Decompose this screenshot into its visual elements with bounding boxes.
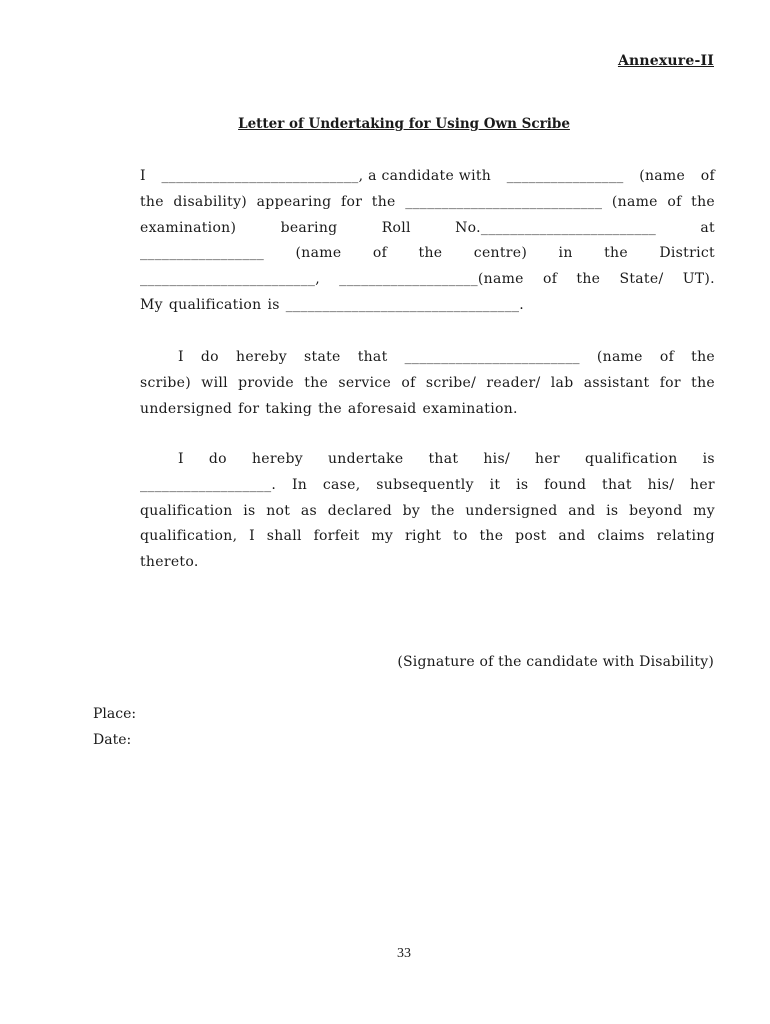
word: thereto.	[140, 554, 199, 571]
word: do	[200, 349, 219, 365]
word: the	[604, 245, 628, 262]
word: _________________	[140, 245, 265, 262]
word: lab	[550, 374, 574, 391]
word: I	[140, 451, 184, 467]
word: shall	[266, 528, 302, 545]
word: do	[208, 451, 227, 467]
word: to	[453, 528, 468, 545]
word: right	[404, 528, 442, 545]
word: (name	[295, 245, 342, 262]
word: the	[371, 193, 396, 210]
word: state	[304, 349, 341, 365]
word: and	[558, 528, 586, 545]
word: undertake	[327, 451, 404, 467]
word: ________________________________.	[285, 296, 525, 313]
word: Roll	[381, 219, 411, 236]
word: ________________________,	[140, 271, 320, 288]
word: I	[140, 168, 146, 184]
paragraph-line	[140, 499, 715, 525]
word: his/	[647, 476, 675, 493]
word: that	[428, 451, 459, 467]
paragraph-line	[140, 190, 715, 216]
word: ________________________	[404, 349, 580, 365]
word: the	[418, 245, 443, 262]
word: bearing	[280, 219, 338, 236]
word: of	[401, 374, 416, 391]
place-label: Place:	[93, 706, 137, 722]
word: the	[318, 400, 342, 417]
word: of	[667, 193, 682, 210]
page-number: 33	[397, 946, 411, 961]
word: ___________________________, a candidate with	[161, 168, 492, 184]
word: qualification,	[140, 528, 238, 545]
word: will	[201, 374, 228, 391]
word: I	[249, 528, 255, 545]
word: I	[140, 349, 184, 365]
word: hereby	[236, 349, 287, 365]
word: the	[691, 374, 715, 391]
paragraph-line	[140, 164, 715, 190]
word: assistant	[583, 374, 650, 391]
word: forfeit	[313, 528, 360, 545]
paragraph-line	[140, 371, 715, 397]
paragraph-line	[140, 550, 715, 576]
word: beyond	[629, 502, 683, 519]
word: that	[357, 349, 388, 365]
word: scribe/	[425, 374, 477, 391]
paragraph-line	[140, 241, 715, 267]
signature-line: (Signature of the candidate with Disability)	[397, 654, 714, 670]
word: hereby	[251, 451, 303, 467]
word: examination.	[422, 400, 518, 417]
paragraph-line	[140, 397, 715, 423]
word: ________________	[506, 168, 624, 184]
word: of	[542, 271, 558, 288]
word: my	[371, 528, 394, 545]
word: is	[516, 476, 529, 493]
word: __________________.	[140, 476, 277, 493]
word: qualification	[585, 451, 678, 467]
word: my	[693, 502, 715, 519]
word: ___________________(name	[339, 271, 524, 288]
word: reader/	[486, 374, 541, 391]
word: claims	[597, 528, 645, 545]
word: the	[479, 528, 504, 545]
document-title: Letter of Undertaking for Using Own Scribe	[238, 116, 570, 132]
word: scribe)	[140, 374, 192, 391]
undertaking-paragraph-1	[140, 164, 715, 319]
word: in	[558, 245, 573, 262]
word: of	[659, 349, 675, 365]
word: In	[291, 476, 308, 493]
word: not	[266, 502, 291, 519]
undertaking-paragraph-3	[140, 447, 715, 576]
paragraph-line	[140, 293, 715, 319]
annexure-label: Annexure-II	[617, 53, 714, 69]
word: post	[515, 528, 547, 545]
word: service	[338, 374, 392, 391]
paragraph-line	[140, 345, 715, 371]
word: taking	[265, 400, 313, 417]
word: of	[700, 168, 715, 184]
word: examination)	[140, 219, 237, 236]
word: as	[300, 502, 318, 519]
word: My	[140, 296, 163, 313]
word: is	[267, 296, 280, 313]
word: is	[243, 502, 256, 519]
word: (name	[611, 193, 658, 210]
date-label: Date:	[93, 732, 132, 748]
word: declared	[327, 502, 392, 519]
word: qualification	[140, 502, 233, 519]
word: and	[568, 502, 596, 519]
word: the	[304, 374, 329, 391]
paragraph-line	[140, 216, 715, 242]
word: found	[544, 476, 587, 493]
word: undersigned	[140, 400, 233, 417]
paragraph-line	[140, 524, 715, 550]
word: for	[238, 400, 260, 417]
word: by	[402, 502, 421, 519]
word: undersigned	[465, 502, 558, 519]
word: UT).	[682, 271, 715, 288]
word: No.________________________	[455, 219, 657, 236]
word: (name	[639, 168, 686, 184]
word: the	[691, 349, 715, 365]
word: aforesaid	[347, 400, 417, 417]
word: her	[690, 476, 715, 493]
word: it	[489, 476, 501, 493]
paragraph-line	[140, 267, 715, 293]
word: centre)	[473, 245, 528, 262]
word: her	[535, 451, 560, 467]
word: the	[430, 502, 455, 519]
word: is	[702, 451, 715, 467]
paragraph-line	[140, 447, 715, 473]
word: appearing	[256, 193, 332, 210]
word: at	[700, 219, 715, 236]
word: State/	[619, 271, 664, 288]
word: provide	[238, 374, 294, 391]
word: District	[659, 245, 715, 262]
word: ___________________________	[405, 193, 603, 210]
word: (name	[596, 349, 643, 365]
word: that	[602, 476, 632, 493]
paragraph-line	[140, 473, 715, 499]
word: the	[576, 271, 601, 288]
word: the	[140, 193, 164, 210]
word: relating	[656, 528, 715, 545]
word: is	[606, 502, 619, 519]
word: for	[659, 374, 681, 391]
word: disability)	[173, 193, 248, 210]
word: the	[691, 193, 715, 210]
word: case,	[322, 476, 361, 493]
undertaking-paragraph-2	[140, 345, 715, 422]
word: his/	[483, 451, 510, 467]
word: qualification	[168, 296, 262, 313]
word: for	[341, 193, 363, 210]
word: of	[372, 245, 388, 262]
word: subsequently	[376, 476, 474, 493]
